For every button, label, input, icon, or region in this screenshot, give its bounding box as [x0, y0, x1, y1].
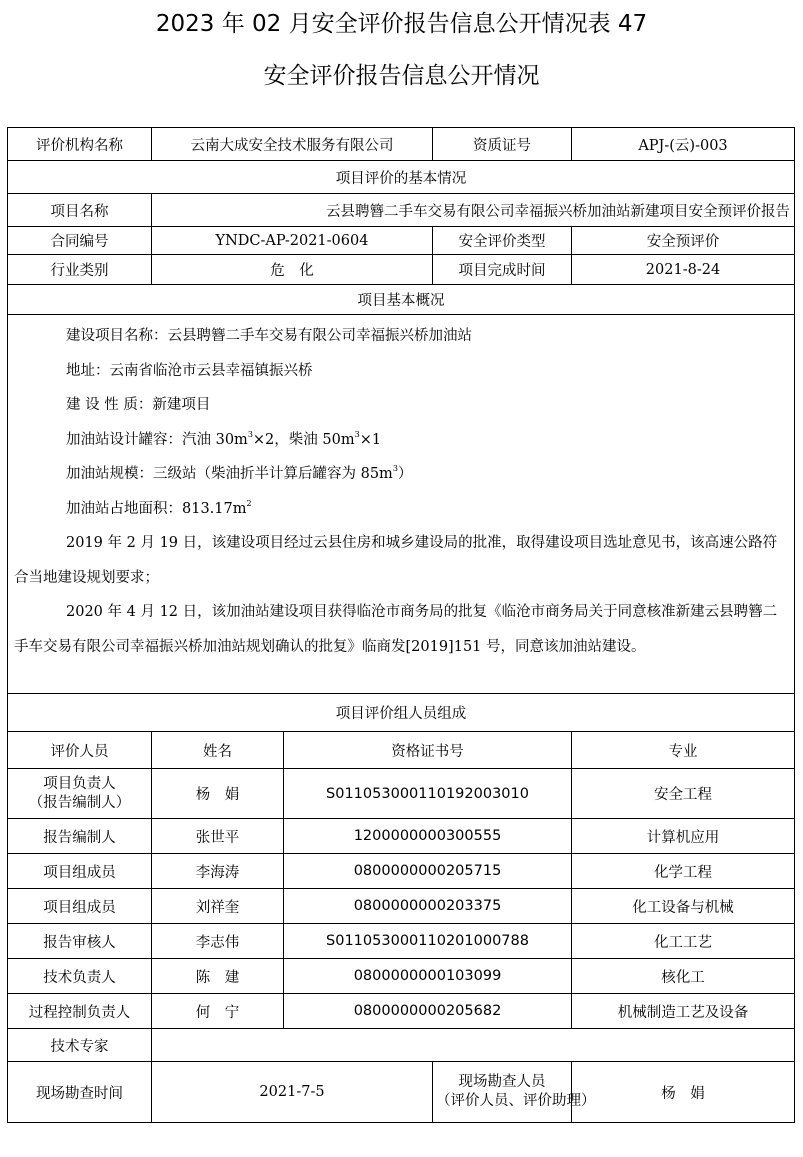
team-cert: 1200000000300555 — [284, 819, 572, 854]
expert-value — [152, 1029, 795, 1062]
section-basic: 项目评价的基本情况 — [8, 161, 795, 194]
team-role: 技术负责人 — [8, 959, 152, 994]
team-cert: 0800000000205715 — [284, 854, 572, 889]
team-major: 机械制造工艺及设备 — [572, 994, 795, 1029]
team-row — [8, 819, 795, 854]
team-header-cert: 资格证书号 — [284, 732, 572, 769]
overview-line-scale: 加油站规模：三级站（柴油折半计算后罐容为 $85m^3$） — [66, 464, 413, 482]
team-row — [8, 924, 795, 959]
section-overview: 项目基本概况 — [8, 285, 795, 315]
overview-line-nature: 建 设 性 质：新建项目 — [66, 397, 211, 413]
industry-value: 危 化 — [152, 255, 433, 285]
team-row — [8, 769, 795, 819]
team-header-row — [8, 732, 795, 769]
team-major: 核化工 — [572, 959, 795, 994]
team-header-name: 姓名 — [152, 732, 284, 769]
team-name: 何 宁 — [152, 994, 284, 1029]
contract-value: YNDC-AP-2021-0604 — [152, 227, 433, 255]
team-row — [8, 854, 795, 889]
team-major: 化工工艺 — [572, 924, 795, 959]
team-major: 化工设备与机械 — [572, 889, 795, 924]
team-major: 化学工程 — [572, 854, 795, 889]
team-cert: S011053000110192003010 — [284, 769, 572, 819]
document-subtitle: 安全评价报告信息公开情况 — [263, 63, 540, 89]
team-major: 计算机应用 — [572, 819, 795, 854]
expert-label: 技术专家 — [8, 1029, 152, 1062]
site-time-value: 2021-7-5 — [152, 1062, 433, 1123]
info-table — [7, 127, 795, 1123]
team-name: 李志伟 — [152, 924, 284, 959]
document-title: 2023 年 02 月安全评价报告信息公开情况表 47 — [155, 11, 648, 37]
finish-time-label: 项目完成时间 — [433, 255, 572, 285]
team-role: 报告审核人 — [8, 924, 152, 959]
team-role: 项目负责人 （报告编制人） — [8, 769, 152, 819]
team-role: 过程控制负责人 — [8, 994, 152, 1029]
site-staff-label: 现场勘查人员 （评价人员、评价助理） — [433, 1062, 572, 1123]
team-row — [8, 994, 795, 1029]
eval-type-value: 安全预评价 — [572, 227, 795, 255]
cert-label: 资质证号 — [433, 128, 572, 161]
contract-label: 合同编号 — [8, 227, 152, 255]
section-team: 项目评价组人员组成 — [8, 694, 795, 732]
site-time-label: 现场勘查时间 — [8, 1062, 152, 1123]
site-row — [8, 1062, 795, 1123]
overview-paragraph-2: 2020 年 4 月 12 日，该加油站建设项目获得临沧市商务局的批复《临沧市商务局关于同意核准新建云县聘簪二手车交易有限公司幸福振兴桥加油站规划确认的批复》临商发[2019]151 号，同意该加油站建设。 — [14, 604, 778, 655]
team-cert: 0800000000205682 — [284, 994, 572, 1029]
project-name-value: 云县聘簪二手车交易有限公司幸福振兴桥加油站新建项目安全预评价报告 — [152, 194, 795, 227]
team-header-major: 专业 — [572, 732, 795, 769]
team-name: 张世平 — [152, 819, 284, 854]
overview-body — [8, 315, 795, 694]
overview-line-name: 建设项目名称：云县聘簪二手车交易有限公司幸福振兴桥加油站 — [66, 328, 472, 344]
team-cert: S011053000110201000788 — [284, 924, 572, 959]
cert-value: APJ-(云)-003 — [572, 128, 795, 161]
overview-line-area: 加油站占地面积：$813.17m^2$ — [66, 498, 252, 517]
team-major: 安全工程 — [572, 769, 795, 819]
site-staff-value: 杨 娟 — [572, 1062, 795, 1123]
eval-type-label: 安全评价类型 — [433, 227, 572, 255]
team-cert: 0800000000203375 — [284, 889, 572, 924]
team-name: 刘祥奎 — [152, 889, 284, 924]
org-value: 云南大成安全技术服务有限公司 — [152, 128, 433, 161]
team-role: 报告编制人 — [8, 819, 152, 854]
org-label: 评价机构名称 — [8, 128, 152, 161]
team-row — [8, 889, 795, 924]
team-name: 陈 建 — [152, 959, 284, 994]
project-name-label: 项目名称 — [8, 194, 152, 227]
overview-line-capacity: 加油站设计罐容：汽油 $30m^3\times 2$，柴油 $50m^3\times 1$ — [66, 429, 382, 448]
industry-label: 行业类别 — [8, 255, 152, 285]
team-cert: 0800000000103099 — [284, 959, 572, 994]
team-row — [8, 959, 795, 994]
overview-line-address: 地址：云南省临沧市云县幸福镇振兴桥 — [66, 362, 313, 379]
team-name: 杨 娟 — [152, 769, 284, 819]
org-row — [8, 128, 795, 161]
overview-paragraph-1: 2019 年 2 月 19 日，该建设项目经过云县住房和城乡建设局的批准，取得建设项目选址意见书，该高速公路符合当地建设规划要求； — [14, 535, 778, 586]
team-header-role: 评价人员 — [8, 732, 152, 769]
finish-time-value: 2021-8-24 — [572, 255, 795, 285]
team-role: 项目组成员 — [8, 889, 152, 924]
team-role: 项目组成员 — [8, 854, 152, 889]
team-name: 李海涛 — [152, 854, 284, 889]
